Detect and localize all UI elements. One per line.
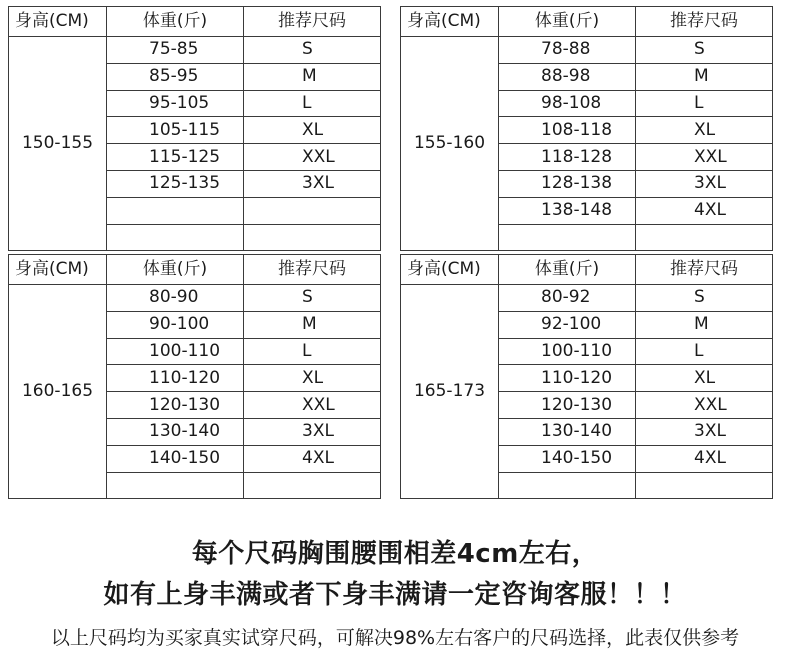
- size-cell: L: [244, 338, 381, 365]
- weight-cell: 100-110: [107, 338, 244, 365]
- weight-cell: 120-130: [499, 392, 636, 419]
- weight-cell: 120-130: [107, 392, 244, 419]
- height-range-cell: 150-155: [9, 37, 107, 251]
- table-row: [9, 285, 381, 312]
- weight-cell: 88-98: [499, 63, 636, 90]
- size-cell: 3XL: [636, 418, 773, 445]
- size-cell: M: [636, 63, 773, 90]
- size-cell: S: [636, 285, 773, 312]
- header-row: [401, 255, 773, 285]
- weight-cell: 130-140: [499, 418, 636, 445]
- table-row: [401, 37, 773, 64]
- size-table-150-155: [8, 6, 381, 251]
- header-height: 身高(CM): [401, 7, 499, 37]
- header-size: 推荐尺码: [636, 7, 773, 37]
- header-row: [9, 7, 381, 37]
- weight-cell: 90-100: [107, 311, 244, 338]
- weight-cell: 115-125: [107, 144, 244, 171]
- size-cell: L: [244, 90, 381, 117]
- header-row: [401, 7, 773, 37]
- weight-cell: [107, 472, 244, 499]
- weight-cell: 110-120: [107, 365, 244, 392]
- table-row: [401, 285, 773, 312]
- height-range-cell: 160-165: [9, 285, 107, 499]
- size-cell: M: [244, 311, 381, 338]
- size-cell: XL: [244, 365, 381, 392]
- weight-cell: [499, 224, 636, 251]
- size-cell: L: [636, 338, 773, 365]
- size-table-165-173: [400, 254, 773, 499]
- weight-cell: 118-128: [499, 144, 636, 171]
- size-cell: XXL: [244, 392, 381, 419]
- header-weight: 体重(斤): [499, 7, 636, 37]
- weight-cell: [107, 197, 244, 224]
- weight-cell: 125-135: [107, 170, 244, 197]
- weight-cell: 85-95: [107, 63, 244, 90]
- header-weight: 体重(斤): [107, 255, 244, 285]
- size-cell: 4XL: [636, 197, 773, 224]
- header-height: 身高(CM): [9, 7, 107, 37]
- weight-cell: 128-138: [499, 170, 636, 197]
- header-size: 推荐尺码: [636, 255, 773, 285]
- size-cell: XXL: [244, 144, 381, 171]
- size-table-155-160: [400, 6, 773, 251]
- header-height: 身高(CM): [401, 255, 499, 285]
- header-weight: 体重(斤): [499, 255, 636, 285]
- size-cell: XL: [636, 365, 773, 392]
- table-row: [9, 37, 381, 64]
- size-cell: [636, 224, 773, 251]
- size-cell: XL: [636, 117, 773, 144]
- weight-cell: 75-85: [107, 37, 244, 64]
- header-size: 推荐尺码: [244, 7, 381, 37]
- note-disclaimer: 以上尺码均为买家真实试穿尺码，可解决98%左右客户的尺码选择，此表仅供参考: [50, 627, 740, 649]
- weight-cell: 98-108: [499, 90, 636, 117]
- size-cell: 4XL: [636, 445, 773, 472]
- weight-cell: 95-105: [107, 90, 244, 117]
- size-cell: L: [636, 90, 773, 117]
- size-cell: S: [244, 285, 381, 312]
- size-cell: [244, 197, 381, 224]
- header-height: 身高(CM): [9, 255, 107, 285]
- weight-cell: 130-140: [107, 418, 244, 445]
- weight-cell: 80-90: [107, 285, 244, 312]
- weight-cell: 110-120: [499, 365, 636, 392]
- weight-cell: 140-150: [107, 445, 244, 472]
- size-cell: M: [636, 311, 773, 338]
- weight-cell: [107, 224, 244, 251]
- weight-cell: 138-148: [499, 197, 636, 224]
- size-table-160-165: [8, 254, 381, 499]
- size-cell: [636, 472, 773, 499]
- weight-cell: 80-92: [499, 285, 636, 312]
- size-cell: [244, 224, 381, 251]
- size-cell: XXL: [636, 144, 773, 171]
- weight-cell: 78-88: [499, 37, 636, 64]
- weight-cell: 100-110: [499, 338, 636, 365]
- height-range-cell: 155-160: [401, 37, 499, 251]
- header-size: 推荐尺码: [244, 255, 381, 285]
- height-range-cell: 165-173: [401, 285, 499, 499]
- note-measurement-difference: 每个尺码胸围腰围相差4cm左右，: [191, 539, 599, 569]
- size-cell: M: [244, 63, 381, 90]
- size-cell: S: [244, 37, 381, 64]
- size-cell: 3XL: [244, 418, 381, 445]
- weight-cell: 140-150: [499, 445, 636, 472]
- weight-cell: [499, 472, 636, 499]
- header-row: [9, 255, 381, 285]
- size-cell: [244, 472, 381, 499]
- weight-cell: 108-118: [499, 117, 636, 144]
- size-cell: S: [636, 37, 773, 64]
- weight-cell: 92-100: [499, 311, 636, 338]
- size-cell: XL: [244, 117, 381, 144]
- size-cell: 3XL: [244, 170, 381, 197]
- size-cell: 3XL: [636, 170, 773, 197]
- note-contact-service: 如有上身丰满或者下身丰满请一定咨询客服！！！: [103, 580, 687, 610]
- header-weight: 体重(斤): [107, 7, 244, 37]
- size-cell: 4XL: [244, 445, 381, 472]
- size-cell: XXL: [636, 392, 773, 419]
- weight-cell: 105-115: [107, 117, 244, 144]
